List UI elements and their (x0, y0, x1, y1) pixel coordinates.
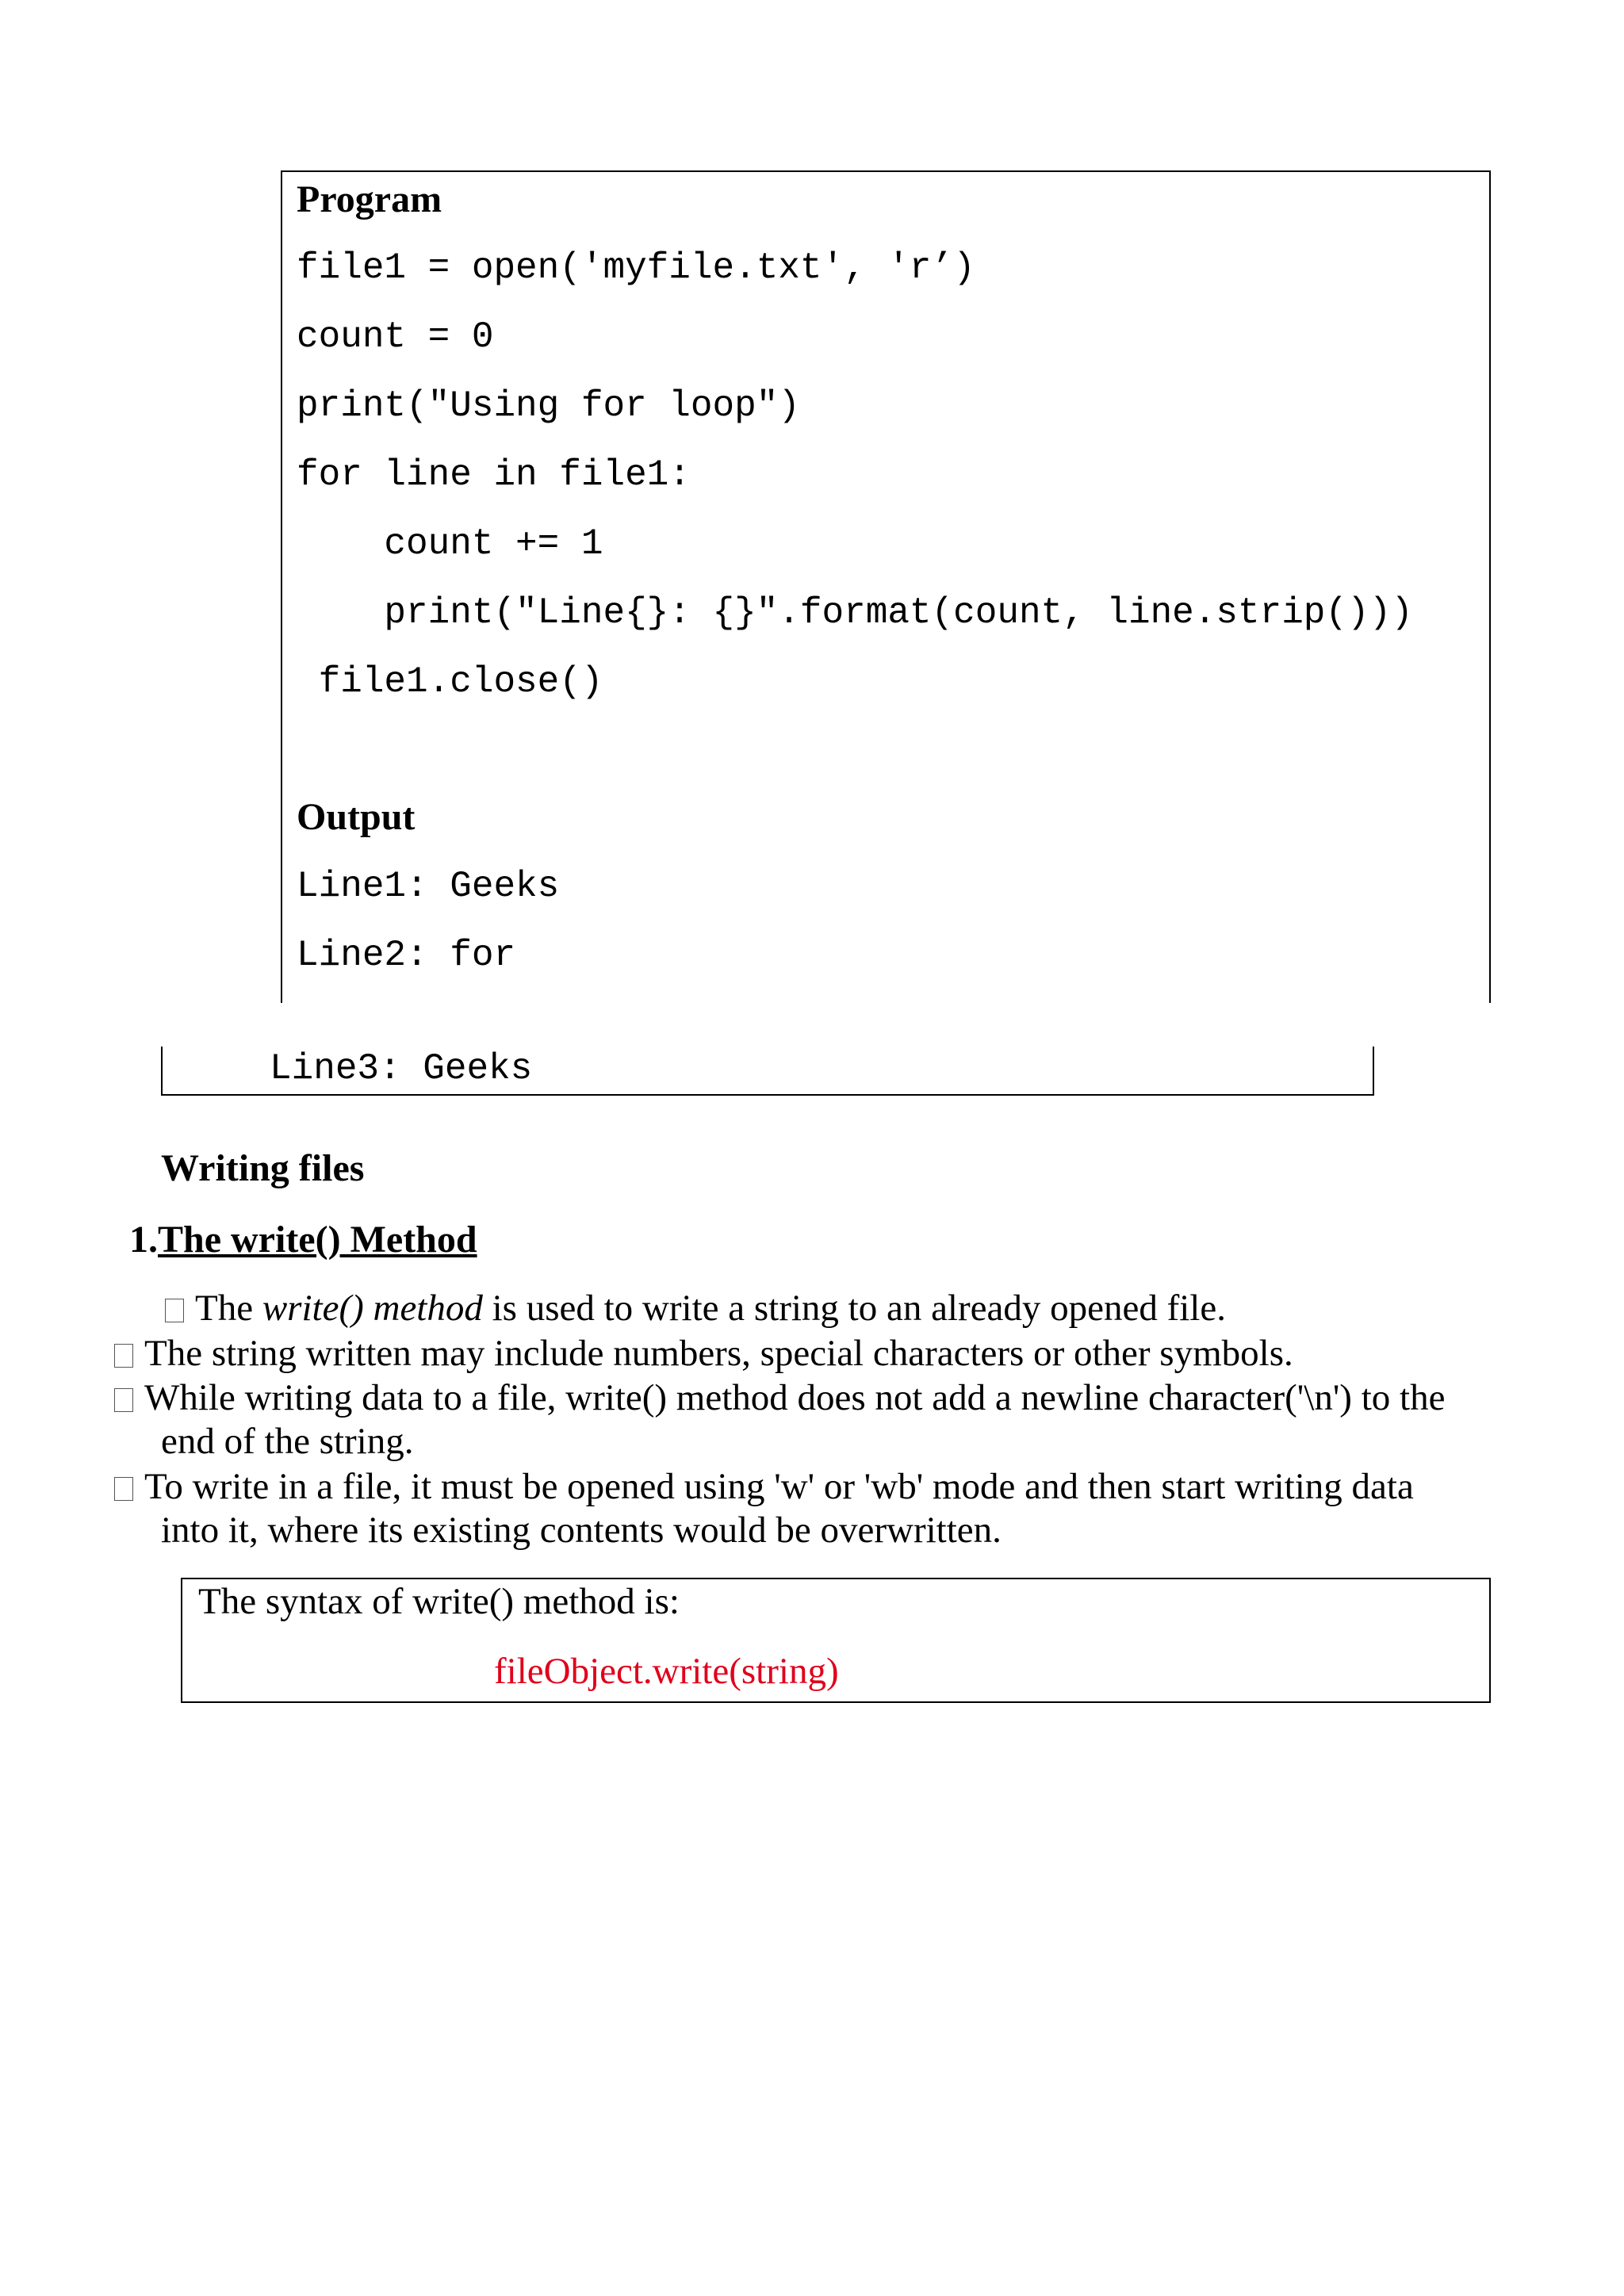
bullet-3 (114, 1377, 1446, 1418)
bullet-box-icon (114, 1344, 133, 1368)
subsection-number: 1. (129, 1219, 158, 1261)
syntax-code: fileObject.write(string) (494, 1651, 839, 1692)
bullet-3-text-line1: While writing data to a file, write() method does not add a newline character('\n') to the (144, 1377, 1446, 1418)
code-line-7: file1.close() (297, 661, 603, 702)
subsection-heading (129, 1221, 477, 1259)
section-title: Writing files (161, 1147, 365, 1189)
output-heading: Output (297, 796, 416, 838)
bullet-3-continuation: end of the string. (161, 1421, 414, 1462)
bullet-1-text-italic: write() method (262, 1288, 483, 1329)
code-line-4: for line in file1: (297, 454, 691, 496)
bullet-4-text-line1: To write in a file, it must be opened using 'w' or 'wb' mode and then start writing data (144, 1466, 1414, 1507)
subsection-title: The write() Method (158, 1219, 477, 1261)
bullet-2-text: The string written may include numbers, special characters or other symbols. (144, 1333, 1293, 1374)
code-line-5: count += 1 (297, 523, 603, 564)
syntax-label: The syntax of write() method is: (198, 1581, 680, 1622)
bullet-1-text-pre: The (195, 1288, 262, 1329)
code-line-3: print("Using for loop") (297, 385, 800, 427)
program-heading: Program (297, 178, 442, 220)
code-line-2: count = 0 (297, 316, 494, 358)
code-line-1: file1 = open('myfile.txt', 'r’) (297, 247, 975, 289)
bullet-2 (114, 1335, 1293, 1372)
bullet-4 (114, 1468, 1414, 1506)
bullet-box-icon (165, 1299, 184, 1322)
bullet-1 (165, 1290, 1226, 1327)
code-line-6: print("Line{}: {}".format(count, line.strip())) (297, 592, 1413, 633)
bullet-1-text-post: is used to write a string to an already opened file. (482, 1288, 1226, 1329)
bullet-4-continuation: into it, where its existing contents would be overwritten. (161, 1510, 1002, 1551)
output-line-2: Line2: for (297, 935, 516, 976)
output-line-1: Line1: Geeks (297, 866, 560, 907)
output-line-3: Line3: Geeks (270, 1048, 533, 1089)
bullet-box-icon (114, 1477, 133, 1501)
bullet-box-icon (114, 1388, 133, 1412)
